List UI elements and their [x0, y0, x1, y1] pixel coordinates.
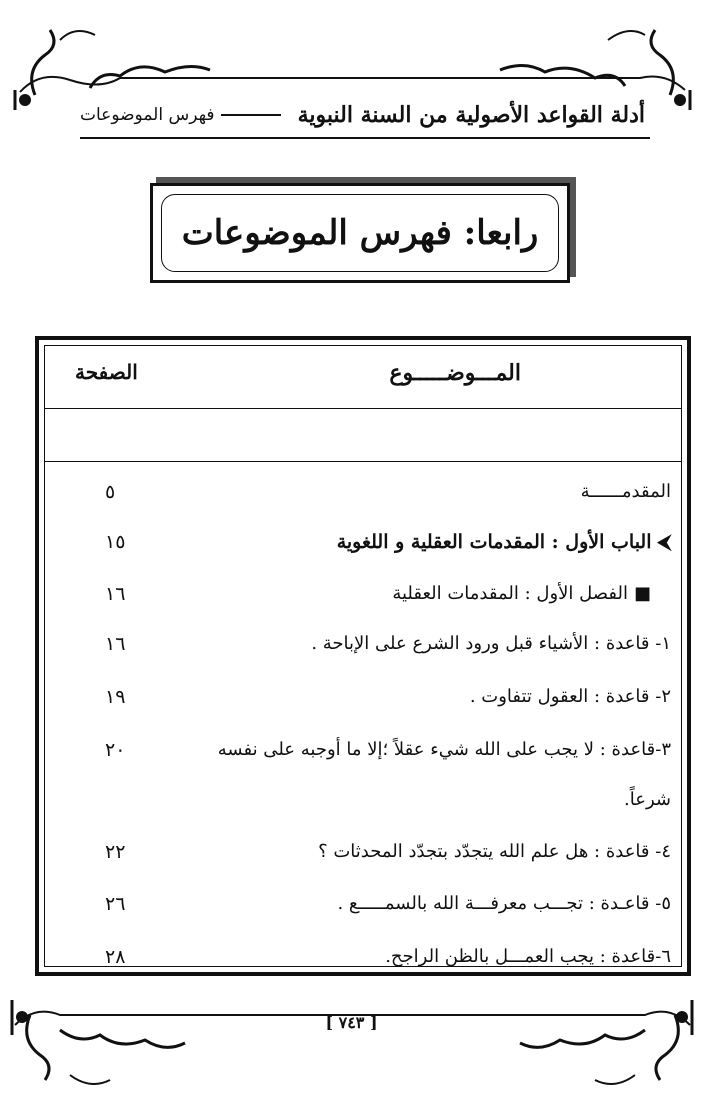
toc-entry-text: المقدمــــــة — [580, 481, 671, 502]
toc-entry-text: ٤- قاعدة : هل علم الله يتجدّد بتجدّد المحدثات ؟ — [318, 841, 671, 862]
toc-entry — [45, 583, 681, 623]
toc-entry-text: ٥- قاعـدة : تجـــب معرفـــة الله بالسمـــــع . — [337, 893, 671, 914]
toc-entry-page: ١٦ — [105, 633, 126, 655]
toc-entry-page: ٢٨ — [105, 946, 126, 968]
toc-entry-page: ١٥ — [105, 531, 126, 553]
title-frame — [150, 183, 570, 283]
page-number: [ ٧٤٣ ] — [325, 1013, 378, 1032]
toc-entry — [45, 531, 681, 571]
toc-entry-page: ٢٦ — [105, 893, 126, 915]
toc-entry — [45, 893, 681, 933]
toc-entry — [45, 481, 681, 521]
toc-entry-text: ٦-قاعدة : يجب العمـــل بالظن الراجح. — [385, 946, 671, 967]
toc-entry-page: ١٩ — [105, 686, 126, 708]
section-name — [80, 105, 281, 125]
topic-column-header: المـــوضـــــوع — [389, 360, 521, 386]
toc-entry-text: ٢- قاعدة : العقول تتفاوت . — [469, 686, 671, 707]
toc-entry-text: ٣-قاعدة : لا يجب على الله شيء عقلاً ؛إلا ما أوجبه على نفسه — [217, 739, 671, 760]
toc-entry — [45, 841, 681, 881]
toc-table — [35, 336, 691, 976]
toc-entry-continuation — [45, 789, 681, 829]
toc-entry — [45, 633, 681, 673]
toc-entry-text: الباب الأول : المقدمات العقلية و اللغوية — [336, 531, 652, 553]
top-border-ornament — [0, 0, 703, 110]
running-header — [80, 95, 645, 135]
header-dash — [221, 114, 281, 116]
bottom-border-ornament — [0, 985, 703, 1115]
page-title: رابعا: فهرس الموضوعات — [181, 213, 539, 253]
header-divider-lower — [45, 461, 681, 462]
arrow-marker-icon: ⮜ — [657, 531, 671, 553]
book-title: أدلة القواعد الأصولية من السنة النبوية — [297, 102, 645, 128]
toc-entry-page: ١٦ — [105, 583, 126, 605]
header-rule — [80, 137, 650, 139]
toc-entry — [45, 946, 681, 986]
toc-entry-text: الفصل الأول : المقدمات العقلية — [392, 583, 628, 604]
toc-entry-text: شرعاً. — [624, 789, 671, 810]
header-divider — [45, 408, 681, 409]
toc-entry — [45, 739, 681, 779]
square-bullet-icon: ■ — [633, 583, 651, 604]
toc-inner-frame — [44, 345, 682, 967]
title-inner-frame — [161, 194, 559, 272]
toc-entry-text: ١- قاعدة : الأشياء قبل ورود الشرع على الإباحة . — [311, 633, 671, 654]
toc-entry — [45, 686, 681, 726]
section-name-text: فهرس الموضوعات — [80, 105, 215, 125]
toc-entry-page: ٥ — [105, 481, 116, 503]
toc-entry-page: ٢٠ — [105, 739, 126, 761]
page-column-header: الصفحة — [75, 360, 138, 384]
toc-entry-page: ٢٢ — [105, 841, 126, 863]
column-headers — [45, 360, 681, 400]
